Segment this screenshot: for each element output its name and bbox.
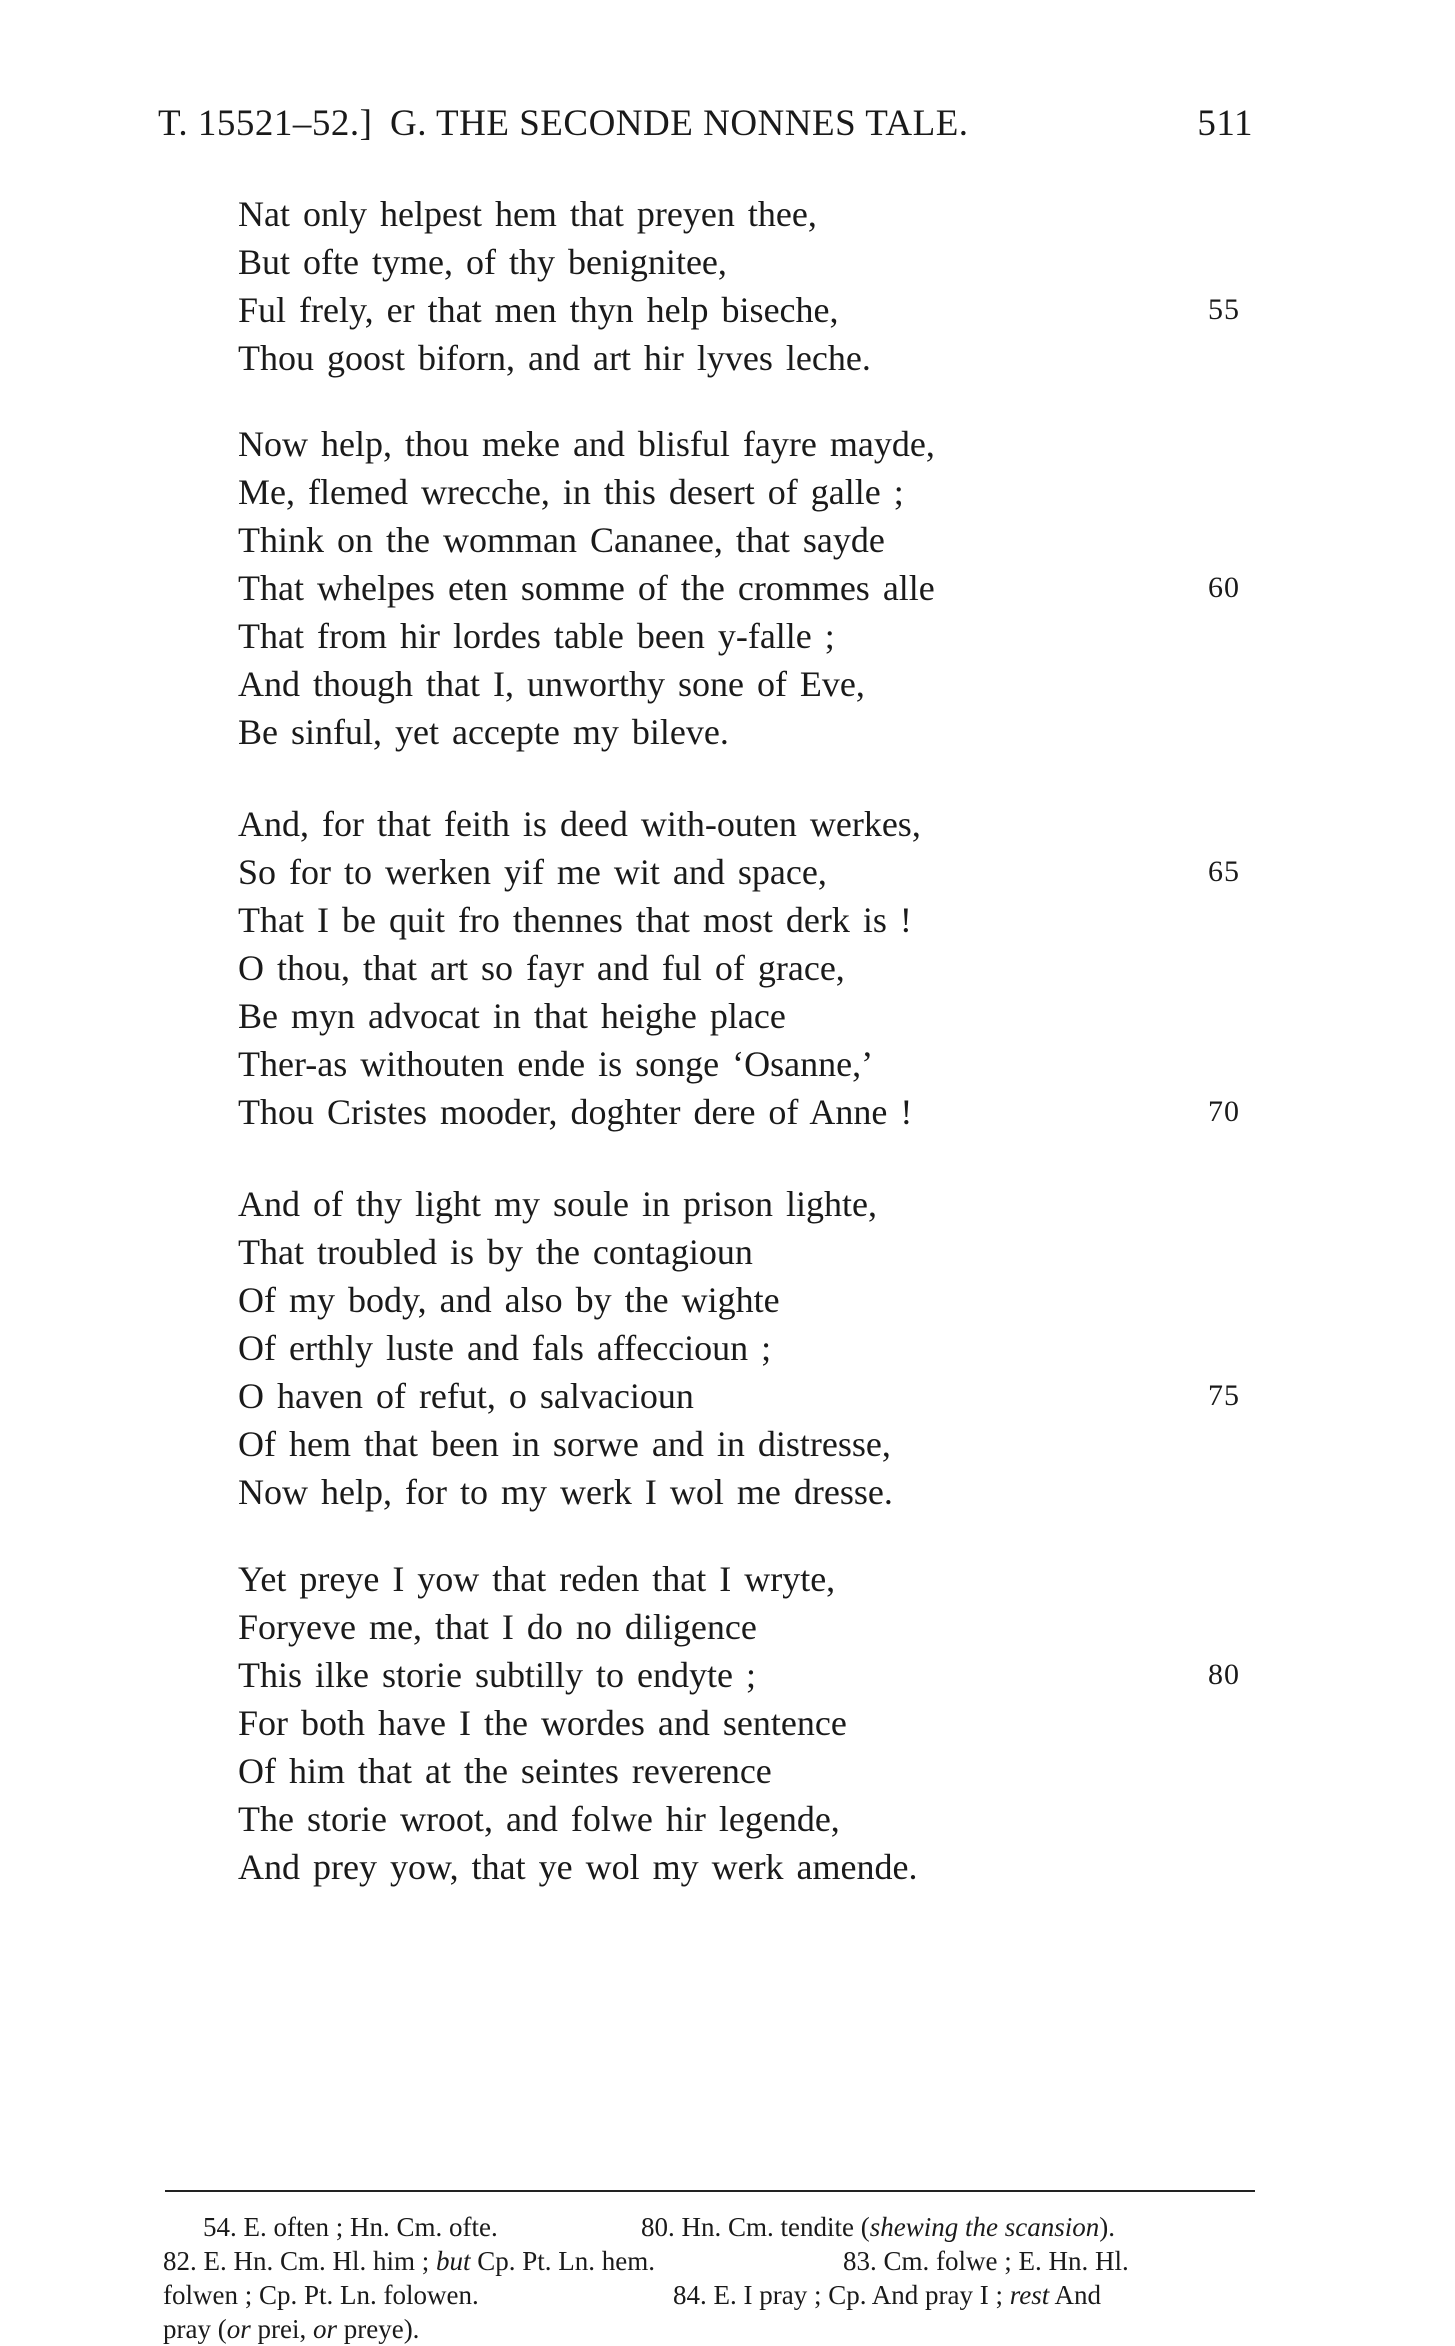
verse-line	[238, 1372, 1258, 1420]
verse-text: And, for that feith is deed with-outen werkes,	[238, 804, 921, 844]
verse-line	[238, 660, 1258, 708]
footnote-line	[163, 2312, 1258, 2346]
verse-text: And of thy light my soule in prison lighte,	[238, 1184, 877, 1224]
verse-line	[238, 1180, 1258, 1228]
verse-text: Of hem that been in sorwe and in distresse,	[238, 1424, 891, 1464]
verse-line	[238, 190, 1258, 238]
verse-line	[238, 1420, 1258, 1468]
footnote-line	[163, 2278, 1258, 2312]
footnote-80: 80. Hn. Cm. tendite (shewing the scansion).	[641, 2212, 1115, 2242]
verse-text: So for to werken yif me wit and space,	[238, 852, 827, 892]
verse-line	[238, 1603, 1258, 1651]
verse-text: Now help, for to my werk I wol me dresse.	[238, 1472, 893, 1512]
verse-text: Of erthly luste and fals affeccioun ;	[238, 1328, 772, 1368]
verse-text: The storie wroot, and folwe hir legende,	[238, 1799, 840, 1839]
line-number: 75	[1208, 1379, 1240, 1412]
line-number: 60	[1208, 571, 1240, 604]
footnote-83-cont: folwen ; Cp. Pt. Ln. folowen.	[163, 2280, 479, 2310]
verse-text: Thou Cristes mooder, doghter dere of Anne !	[238, 1092, 913, 1132]
verse-line	[238, 420, 1258, 468]
verse-text: That whelpes eten somme of the crommes alle	[238, 568, 935, 608]
line-number: 80	[1208, 1658, 1240, 1691]
verse-line	[238, 944, 1258, 992]
verse-line	[238, 334, 1258, 382]
footnote-84: 84. E. I pray ; Cp. And pray I ; rest And	[673, 2280, 1101, 2310]
footnote-84-cont: pray (or prei, or preye).	[163, 2314, 420, 2344]
verse-line	[238, 1651, 1258, 1699]
verse-line	[238, 1324, 1258, 1372]
stanza	[238, 1180, 1258, 1516]
verse-text: And prey yow, that ye wol my werk amende.	[238, 1847, 918, 1887]
verse-line	[238, 800, 1258, 848]
header-title: G. THE SECONDE NONNES TALE.	[390, 103, 969, 144]
footnotes	[163, 2210, 1258, 2346]
verse-text: O thou, that art so fayr and ful of grace,	[238, 948, 845, 988]
footnote-line	[163, 2244, 1258, 2278]
verse-text: Ther-as withouten ende is songe ‘Osanne,’	[238, 1044, 874, 1084]
verse-line	[238, 612, 1258, 660]
line-number: 70	[1208, 1095, 1240, 1128]
verse-text: That from hir lordes table been y-falle ;	[238, 616, 835, 656]
line-number: 55	[1208, 293, 1240, 326]
verse-text: But ofte tyme, of thy benignitee,	[238, 242, 727, 282]
verse-line	[238, 1699, 1258, 1747]
verse-line	[238, 468, 1258, 516]
footnote-83: 83. Cm. folwe ; E. Hn. Hl.	[843, 2246, 1129, 2276]
verse-line	[238, 1468, 1258, 1516]
verse-text: And though that I, unworthy sone of Eve,	[238, 664, 865, 704]
verse-text: Be myn advocat in that heighe place	[238, 996, 786, 1036]
verse-text: Be sinful, yet accepte my bileve.	[238, 712, 729, 752]
footnote-line	[163, 2210, 1258, 2244]
line-number: 65	[1208, 855, 1240, 888]
header-line-range: T. 15521–52.]	[158, 103, 373, 144]
stanza	[238, 800, 1258, 1136]
verse-text: Ful frely, er that men thyn help biseche,	[238, 290, 839, 330]
verse-line	[238, 992, 1258, 1040]
verse-line	[238, 564, 1258, 612]
verse-text: Thou goost biforn, and art hir lyves leche.	[238, 338, 871, 378]
verse-line	[238, 1228, 1258, 1276]
verse-text: Now help, thou meke and blisful fayre mayde,	[238, 424, 935, 464]
verse-line	[238, 238, 1258, 286]
verse-line	[238, 848, 1258, 896]
verse-text: That troubled is by the contagioun	[238, 1232, 753, 1272]
verse-line	[238, 1088, 1258, 1136]
page-number: 511	[1197, 103, 1253, 144]
verse-text: Nat only helpest hem that preyen thee,	[238, 194, 817, 234]
verse-text: Of him that at the seintes reverence	[238, 1751, 772, 1791]
verse-line	[238, 1040, 1258, 1088]
verse-text: O haven of refut, o salvacioun	[238, 1376, 694, 1416]
verse-text: Yet preye I yow that reden that I wryte,	[238, 1559, 836, 1599]
stanza	[238, 190, 1258, 382]
verse-line	[238, 516, 1258, 564]
running-header	[158, 102, 1253, 158]
verse-line	[238, 1276, 1258, 1324]
verse-text: Me, flemed wrecche, in this desert of galle ;	[238, 472, 904, 512]
verse-line	[238, 286, 1258, 334]
verse-text: Think on the womman Cananee, that sayde	[238, 520, 885, 560]
verse-line	[238, 896, 1258, 944]
footnote-82: 82. E. Hn. Cm. Hl. him ; but Cp. Pt. Ln. hem.	[163, 2246, 656, 2276]
verse-line	[238, 1795, 1258, 1843]
stanza	[238, 1555, 1258, 1891]
verse-text: Foryeve me, that I do no diligence	[238, 1607, 757, 1647]
verse-text: This ilke storie subtilly to endyte ;	[238, 1655, 756, 1695]
verse-line	[238, 1555, 1258, 1603]
verse-text: That I be quit fro thennes that most derk is !	[238, 900, 912, 940]
stanza	[238, 420, 1258, 756]
verse-text: For both have I the wordes and sentence	[238, 1703, 847, 1743]
verse-text: Of my body, and also by the wighte	[238, 1280, 780, 1320]
footnote-divider	[165, 2190, 1255, 2192]
verse-line	[238, 1843, 1258, 1891]
footnote-54: 54. E. often ; Hn. Cm. ofte.	[203, 2212, 498, 2242]
verse-line	[238, 708, 1258, 756]
verse-line	[238, 1747, 1258, 1795]
